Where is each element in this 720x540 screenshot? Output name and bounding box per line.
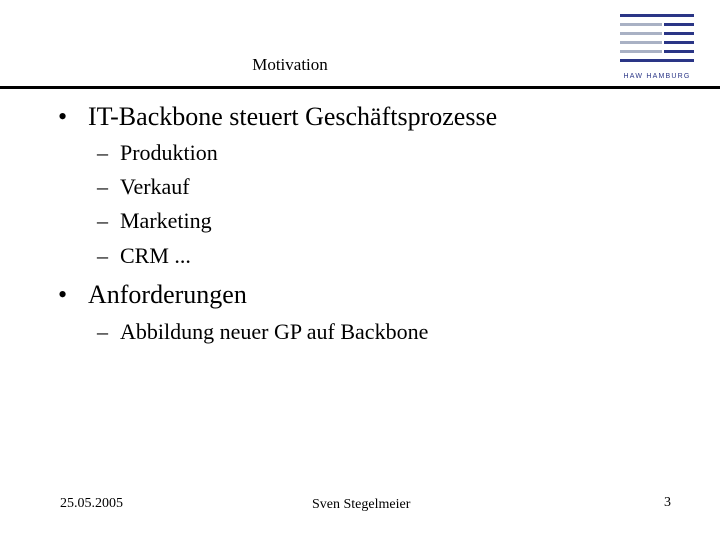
sub-bullet-text: Abbildung neuer GP auf Backbone xyxy=(120,319,429,344)
bullet-icon: • xyxy=(58,102,68,131)
sub-bullet-item xyxy=(97,319,428,345)
bullet-icon: • xyxy=(58,280,68,309)
bullet-text: Anforderungen xyxy=(88,280,247,309)
sub-bullet-item xyxy=(97,243,191,269)
sub-bullet-item xyxy=(97,208,212,234)
sub-bullet-text: Produktion xyxy=(120,140,218,165)
dash-icon: – xyxy=(97,140,108,165)
footer-date: 25.05.2005 xyxy=(60,496,123,511)
header-divider xyxy=(0,86,720,89)
bullet-item xyxy=(58,102,497,132)
sub-bullet-item xyxy=(97,140,218,166)
bullet-text: IT-Backbone steuert Geschäftsprozesse xyxy=(88,102,498,131)
sub-bullet-item xyxy=(97,174,190,200)
dash-icon: – xyxy=(97,243,108,268)
footer-author: Sven Stegelmeier xyxy=(312,497,411,512)
bullet-item xyxy=(58,280,247,310)
page-number: 3 xyxy=(664,495,671,510)
slide-title: Motivation xyxy=(252,55,328,74)
sub-bullet-text: Marketing xyxy=(120,208,212,233)
logo-stripes-icon xyxy=(614,10,700,72)
dash-icon: – xyxy=(97,319,108,344)
logo-text: HAW HAMBURG xyxy=(623,73,691,80)
haw-hamburg-logo xyxy=(614,10,700,86)
sub-bullet-text: CRM ... xyxy=(120,243,191,268)
sub-bullet-text: Verkauf xyxy=(120,174,190,199)
dash-icon: – xyxy=(97,174,108,199)
dash-icon: – xyxy=(97,208,108,233)
